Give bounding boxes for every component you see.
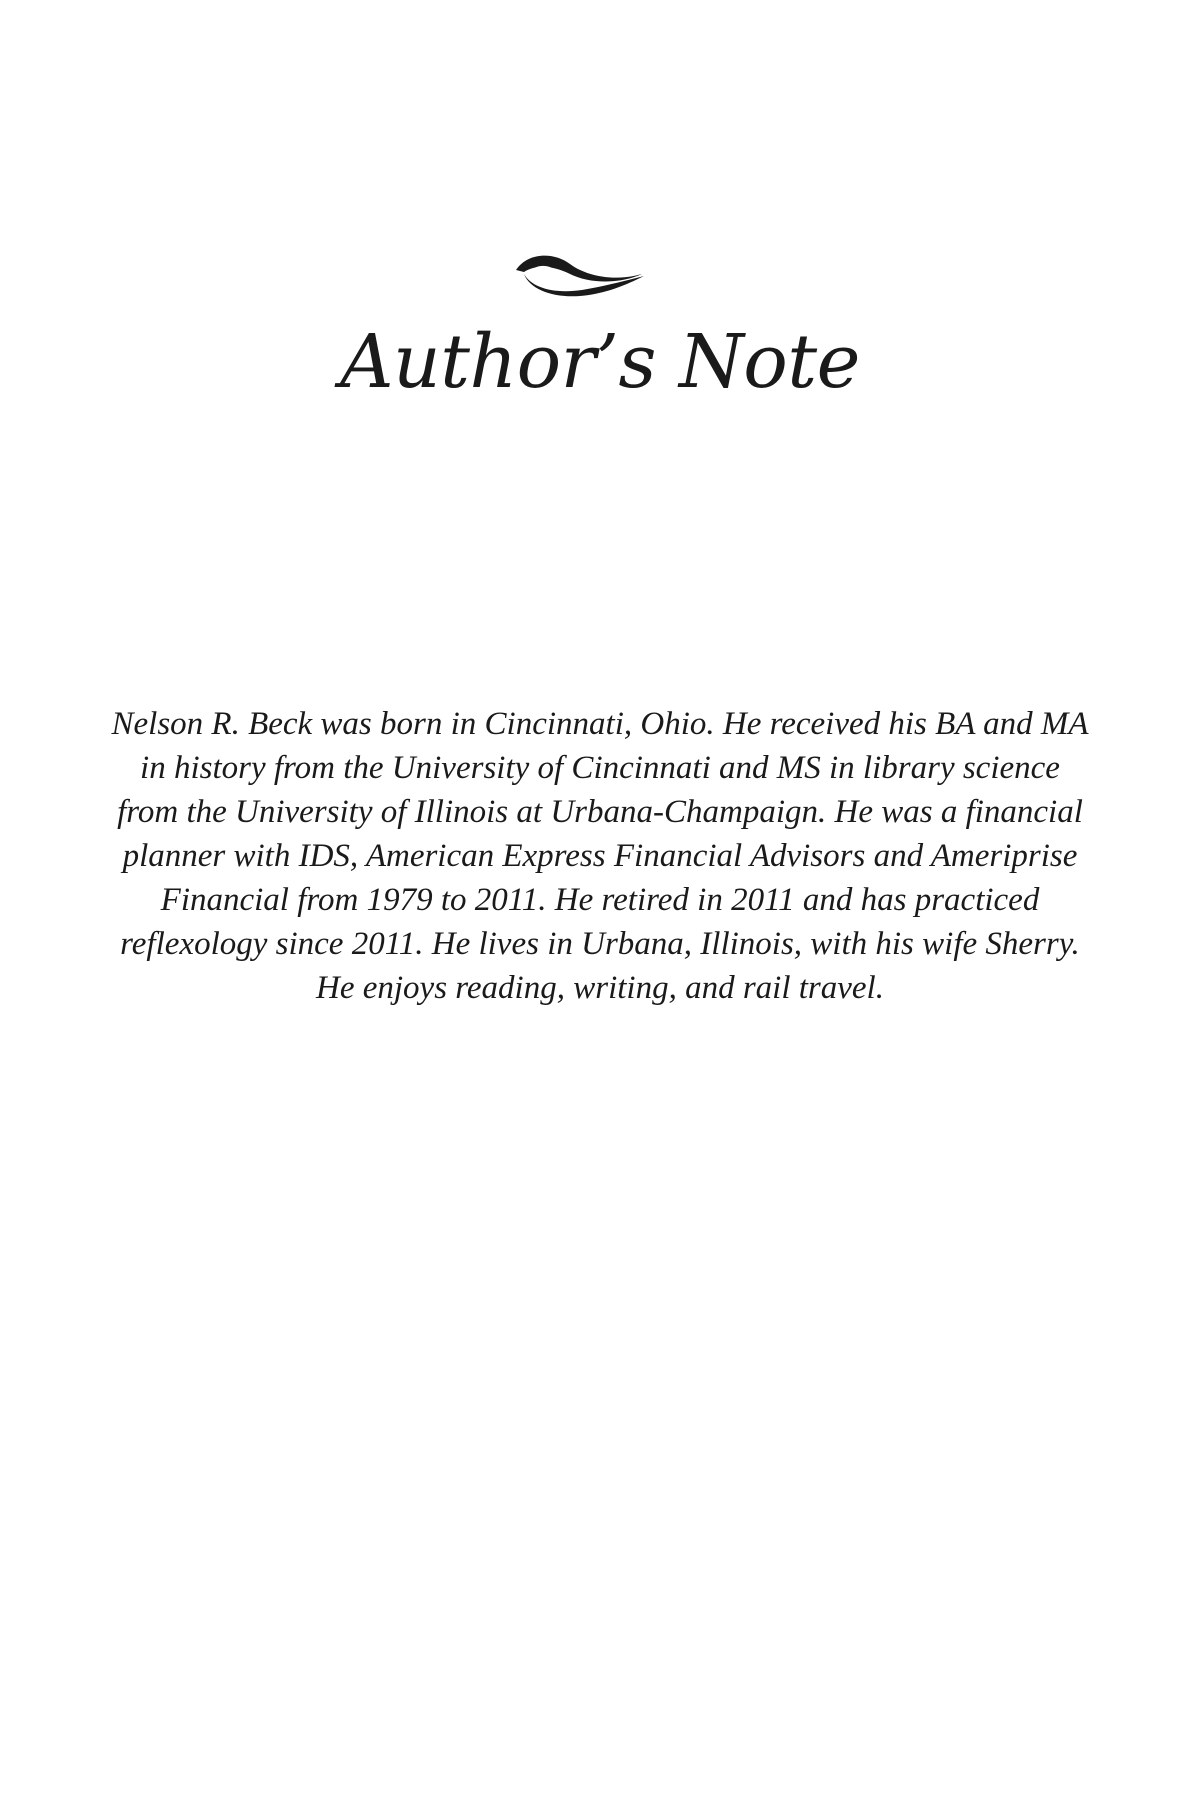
flourish-swash-icon — [510, 244, 650, 300]
bio-line: He enjoys reading, writing, and rail travel. — [316, 970, 884, 1006]
bio-line: Financial from 1979 to 2011. He retired in 2011 and has practiced — [160, 882, 1040, 918]
page-title: Author’s Note — [340, 319, 860, 405]
bio-line: from the University of Illinois at Urbana-Champaign. He was a financial — [117, 794, 1083, 830]
bio-line: in history from the University of Cincinnati and MS in library science — [140, 750, 1060, 786]
bio-line: planner with IDS, American Express Financial Advisors and Ameriprise — [122, 838, 1078, 874]
author-bio — [100, 702, 1100, 1010]
bio-line: reflexology since 2011. He lives in Urbana, Illinois, with his wife Sherry. — [120, 926, 1080, 962]
bio-line: Nelson R. Beck was born in Cincinnati, Ohio. He received his BA and MA — [111, 706, 1089, 742]
